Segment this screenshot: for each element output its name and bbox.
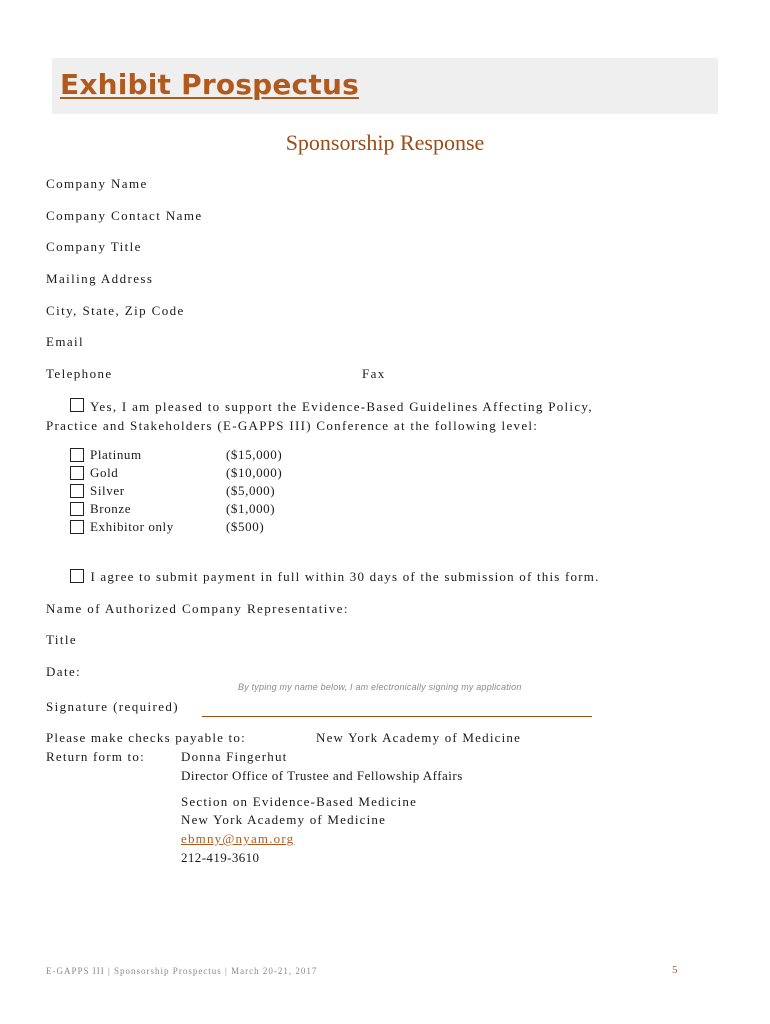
- agree-checkbox[interactable]: [70, 569, 84, 583]
- level-gold[interactable]: [70, 465, 330, 483]
- gold-checkbox[interactable]: [70, 466, 84, 480]
- level-amount: ($500): [226, 519, 265, 534]
- level-name: Bronze: [90, 501, 132, 516]
- email-label: Email: [46, 334, 85, 349]
- level-amount: ($10,000): [226, 465, 283, 480]
- level-platinum[interactable]: [70, 447, 330, 465]
- level-amount: ($15,000): [226, 447, 283, 462]
- exhibitor-checkbox[interactable]: [70, 520, 84, 534]
- mailing-address-label: Mailing Address: [46, 271, 154, 286]
- city-state-zip-label: City, State, Zip Code: [46, 303, 185, 318]
- payee: New York Academy of Medicine: [316, 730, 522, 745]
- level-exhibitor[interactable]: [70, 519, 330, 537]
- header-banner: [52, 58, 718, 114]
- contact-name: Donna Fingerhut: [181, 749, 288, 764]
- return-label: Return form to:: [46, 749, 145, 764]
- support-checkbox[interactable]: [70, 398, 84, 412]
- contact-name-label: Company Contact Name: [46, 208, 203, 223]
- signature-note: By typing my name below, I am electronically signing my application: [238, 682, 522, 692]
- support-line-2: Practice and Stakeholders (E-GAPPS III) Conference at the following level:: [46, 418, 539, 433]
- sponsorship-levels: [70, 447, 330, 537]
- rep-title-label: Title: [46, 632, 78, 647]
- level-name: Exhibitor only: [90, 519, 174, 534]
- section-title: Sponsorship Response: [285, 130, 485, 155]
- checks-label: Please make checks payable to:: [46, 730, 246, 745]
- contact-phone: 212-419-3610: [181, 850, 260, 865]
- page-title: Exhibit Prospectus: [60, 68, 359, 101]
- contact-email-link[interactable]: ebmny@nyam.org: [181, 831, 295, 846]
- company-title-label: Company Title: [46, 239, 142, 254]
- support-statement: [46, 397, 593, 435]
- fax-label: Fax: [362, 366, 386, 381]
- level-silver[interactable]: [70, 483, 330, 501]
- signature-field[interactable]: [202, 716, 592, 717]
- rep-name-label: Name of Authorized Company Representative:: [46, 601, 349, 616]
- section-name: Section on Evidence-Based Medicine: [181, 794, 418, 809]
- level-name: Silver: [90, 483, 125, 498]
- bronze-checkbox[interactable]: [70, 502, 84, 516]
- level-bronze[interactable]: [70, 501, 330, 519]
- silver-checkbox[interactable]: [70, 484, 84, 498]
- date-label: Date:: [46, 664, 82, 679]
- org-name: New York Academy of Medicine: [181, 812, 387, 827]
- level-amount: ($1,000): [226, 501, 276, 516]
- platinum-checkbox[interactable]: [70, 448, 84, 462]
- level-name: Gold: [90, 465, 119, 480]
- agree-statement: [70, 569, 600, 585]
- level-name: Platinum: [90, 447, 142, 462]
- company-name-label: Company Name: [46, 176, 148, 191]
- support-line-1: Yes, I am pleased to support the Evidence-Based Guidelines Affecting Policy,: [90, 399, 593, 414]
- telephone-label: Telephone: [46, 366, 113, 381]
- footer-text: E-GAPPS III | Sponsorship Prospectus | March 20-21, 2017: [46, 966, 318, 976]
- page-number: 5: [672, 964, 678, 976]
- contact-title: Director Office of Trustee and Fellowship Affairs: [181, 768, 463, 783]
- level-amount: ($5,000): [226, 483, 276, 498]
- agree-text: I agree to submit payment in full within 30 days of the submission of this form.: [90, 569, 600, 584]
- signature-label: Signature (required): [46, 699, 180, 714]
